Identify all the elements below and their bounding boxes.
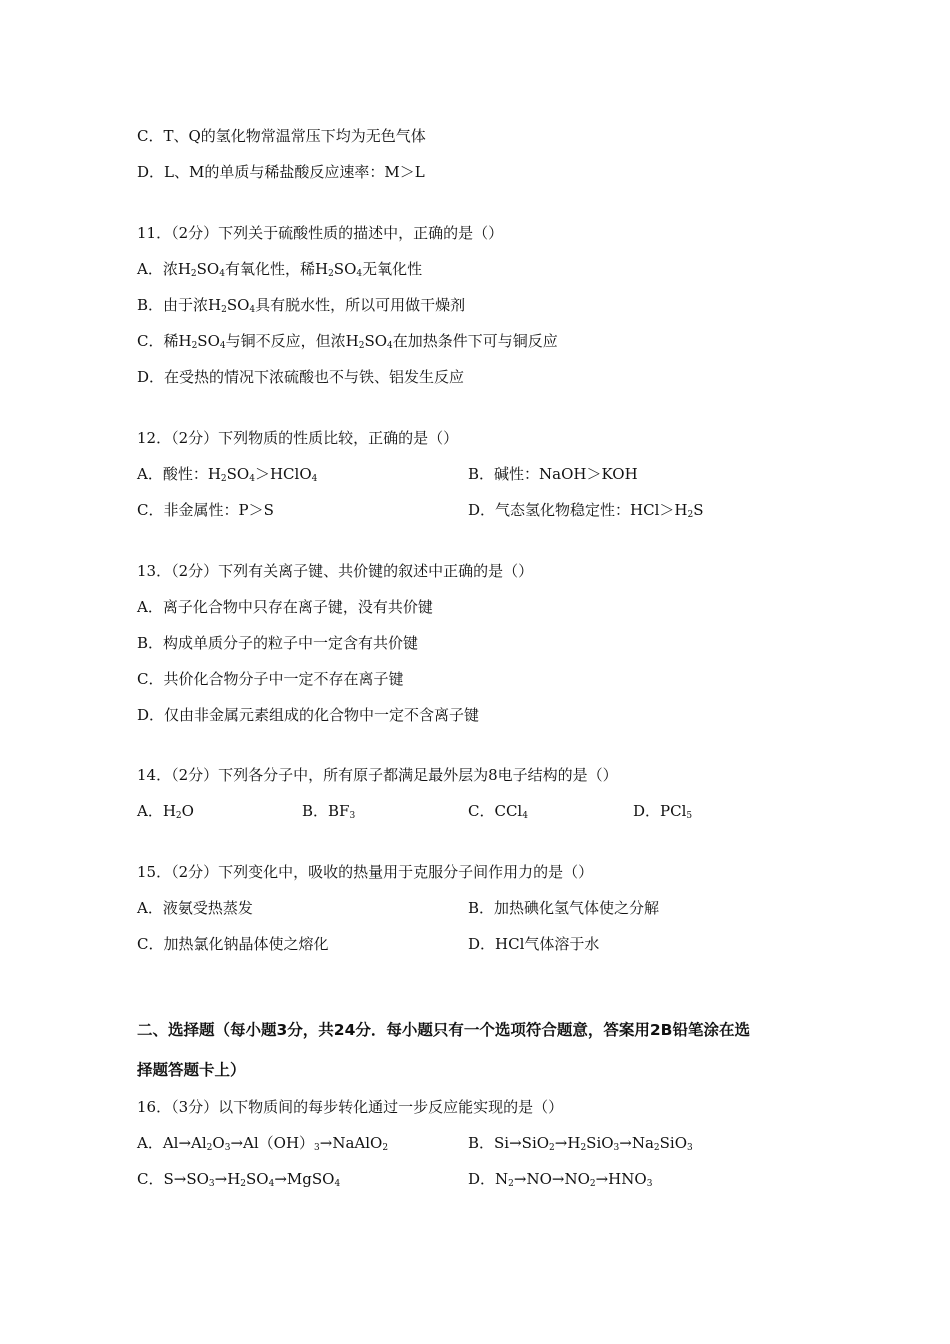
q16-option-b: B．$Si\to SiO_2\to H_2SiO_3\to Na_2SiO_3$ [468, 1134, 693, 1153]
section-2-heading-line1: 二、选择题（每小题3分，共24分．每小题只有一个选项符合题意，答案用2B铅笔涂在选 [137, 1021, 750, 1039]
q10-option-c: C．T、Q的氢化物常温常压下均为无色气体 [137, 127, 426, 145]
q13-option-d: D．仅由非金属元素组成的化合物中一定不含离子键 [137, 706, 480, 724]
q16-option-a: A．$Al\to Al_2O_3\to Al(OH)_3\to NaAlO_2$ [137, 1134, 389, 1153]
q15-stem: 15．（2分）下列变化中，吸收的热量用于克服分子间作用力的是（） [137, 863, 594, 881]
q14-option-d: D．PCl$_5$ [633, 802, 693, 821]
q11-option-c: C．稀$H_2SO_4$与铜不反应，但浓$H_2SO_4$在加热条件下可与铜反应 [137, 332, 558, 351]
q16-stem: 16．（3分）以下物质间的每步转化通过一步反应能实现的是（） [137, 1098, 564, 1116]
q12-stem: 12．（2分）下列物质的性质比较，正确的是（） [137, 429, 459, 447]
q12-option-d: D．气态氢化物稳定性：$HCl>H_2S$ [468, 501, 704, 520]
q10-option-d: D．L、M的单质与稀盐酸反应速率：M＞L [137, 163, 425, 181]
q14-option-b: B．$BF_3$ [302, 802, 356, 821]
q12-option-b: B．碱性：NaOH＞KOH [468, 465, 638, 483]
q15-option-b: B．加热碘化氢气体使之分解 [468, 899, 660, 917]
q11-option-b: B．由于浓$H_2SO_4$具有脱水性，所以可用做干燥剂 [137, 296, 466, 315]
q11-stem: 11．（2分）下列关于硫酸性质的描述中，正确的是（） [137, 224, 504, 242]
q13-option-b: B．构成单质分子的粒子中一定含有共价键 [137, 634, 419, 652]
q14-option-c: C．CCl$_4$ [468, 802, 528, 821]
q14-option-a: A．$H_2O$ [137, 802, 194, 821]
section-2-heading-line2: 择题答题卡上） [137, 1061, 246, 1079]
q15-option-d: D．HCl气体溶于水 [468, 935, 600, 953]
q13-option-a: A．离子化合物中只存在离子键，没有共价键 [137, 598, 433, 616]
q16-option-d: D．$N_2\to NO\to NO_2\to HNO_3$ [468, 1170, 653, 1189]
q11-option-a: A．浓$H_2SO_4$有氧化性，稀$H_2SO_4$无氧化性 [137, 260, 423, 279]
q15-option-c: C．加热氯化钠晶体使之熔化 [137, 935, 329, 953]
q13-stem: 13．（2分）下列有关离子键、共价键的叙述中正确的是（） [137, 562, 534, 580]
q12-option-c: C．非金属性：P＞S [137, 501, 274, 519]
q14-stem: 14．（2分）下列各分子中，所有原子都满足最外层为8电子结构的是（） [137, 766, 618, 784]
q12-option-a: A．酸性：$H_2SO_4>HClO_4$ [137, 465, 318, 484]
q13-option-c: C．共价化合物分子中一定不存在离子键 [137, 670, 404, 688]
q15-option-a: A．液氨受热蒸发 [137, 899, 253, 917]
q11-option-d: D．在受热的情况下浓硫酸也不与铁、铝发生反应 [137, 368, 465, 386]
q16-option-c: C．$S\to SO_3\to H_2SO_4\to MgSO_4$ [137, 1170, 341, 1189]
